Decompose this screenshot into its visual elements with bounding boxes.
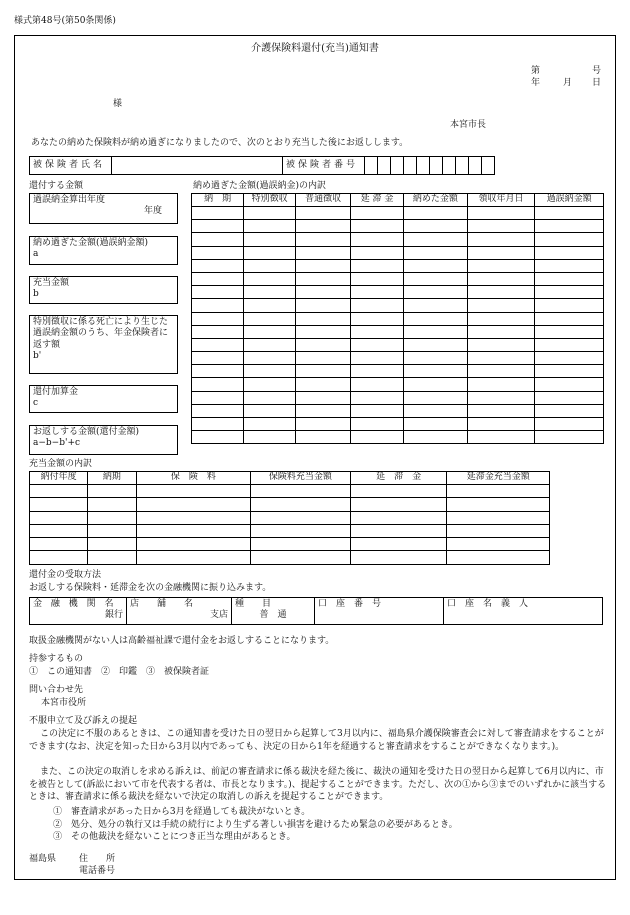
- breakdown-cell[interactable]: [351, 299, 404, 312]
- breakdown-cell[interactable]: [296, 259, 351, 272]
- applied-cell[interactable]: [447, 551, 550, 564]
- applied-cell[interactable]: [88, 485, 136, 498]
- breakdown-cell[interactable]: [404, 325, 468, 338]
- breakdown-cell[interactable]: [535, 404, 604, 417]
- breakdown-cell[interactable]: [467, 431, 535, 444]
- insured-number-digit[interactable]: [365, 157, 378, 175]
- breakdown-cell[interactable]: [467, 378, 535, 391]
- breakdown-row: [192, 233, 604, 246]
- objection-item: ③ その他裁決を経ないことにつき正当な理由があるとき。: [53, 832, 296, 842]
- breakdown-table: [191, 193, 604, 444]
- breakdown-cell[interactable]: [351, 220, 404, 233]
- breakdown-cell[interactable]: [404, 246, 468, 259]
- applied-col-header: 保 険 料: [136, 472, 250, 485]
- breakdown-cell[interactable]: [467, 286, 535, 299]
- breakdown-cell[interactable]: [535, 391, 604, 404]
- return-formula: a−b−b'+c: [33, 438, 81, 449]
- breakdown-cell[interactable]: [296, 233, 351, 246]
- breakdown-cell[interactable]: [404, 352, 468, 365]
- applied-cell[interactable]: [88, 538, 136, 551]
- breakdown-cell[interactable]: [467, 365, 535, 378]
- breakdown-cell[interactable]: [535, 431, 604, 444]
- breakdown-row: [192, 404, 604, 417]
- applied-row: [30, 485, 550, 498]
- breakdown-cell[interactable]: [296, 272, 351, 285]
- number-go: 号: [592, 66, 602, 76]
- breakdown-cell[interactable]: [467, 391, 535, 404]
- no-bank-note: 取扱金融機関がない人は高齢福祉課で還付金をお返しすることになります。: [29, 636, 335, 646]
- breakdown-cell[interactable]: [244, 338, 296, 351]
- breakdown-cell[interactable]: [535, 352, 604, 365]
- issuer: 本宮市長: [450, 120, 487, 130]
- breakdown-row: [192, 286, 604, 299]
- applied-col-header: 納付年度: [30, 472, 88, 485]
- breakdown-cell[interactable]: [351, 431, 404, 444]
- breakdown-cell[interactable]: [296, 404, 351, 417]
- breakdown-col-header: 延 滞 金: [351, 194, 404, 207]
- applied-cell[interactable]: [447, 524, 550, 537]
- breakdown-cell[interactable]: [351, 246, 404, 259]
- applied-row: [30, 498, 550, 511]
- breakdown-cell[interactable]: [351, 233, 404, 246]
- applied-cell[interactable]: [251, 485, 351, 498]
- breakdown-cell[interactable]: [404, 233, 468, 246]
- bank-cell[interactable]: [30, 598, 127, 625]
- breakdown-cell[interactable]: [192, 272, 244, 285]
- breakdown-row: [192, 246, 604, 259]
- type-sub: 普 通: [259, 610, 287, 621]
- breakdown-cell[interactable]: [467, 272, 535, 285]
- breakdown-cell[interactable]: [535, 378, 604, 391]
- breakdown-cell[interactable]: [296, 286, 351, 299]
- bring-items: ① この通知書 ② 印鑑 ③ 被保険者証: [29, 667, 210, 677]
- breakdown-cell[interactable]: [244, 286, 296, 299]
- applied-cell[interactable]: [88, 524, 136, 537]
- breakdown-cell[interactable]: [351, 418, 404, 431]
- return-box: [29, 425, 178, 455]
- breakdown-cell[interactable]: [244, 352, 296, 365]
- breakdown-cell[interactable]: [351, 286, 404, 299]
- applied-cell[interactable]: [251, 524, 351, 537]
- applied-cell[interactable]: [350, 498, 447, 511]
- applied-cell[interactable]: [447, 485, 550, 498]
- breakdown-cell[interactable]: [467, 259, 535, 272]
- applied-label: 充当金額: [33, 278, 70, 288]
- breakdown-cell[interactable]: [296, 207, 351, 220]
- breakdown-cell[interactable]: [351, 365, 404, 378]
- breakdown-cell[interactable]: [244, 404, 296, 417]
- applied-col-header: 保険料充当金額: [251, 472, 351, 485]
- breakdown-cell[interactable]: [467, 404, 535, 417]
- insured-number-digit[interactable]: [378, 157, 391, 175]
- breakdown-cell[interactable]: [244, 233, 296, 246]
- special-label: 特別徴収に係る死亡により生じた過誤納金額のうち、年金保険者に返す額: [33, 317, 169, 350]
- contact-value: 本宮市役所: [41, 698, 87, 708]
- addition-label: 還付加算金: [33, 387, 79, 397]
- applied-cell[interactable]: [447, 538, 550, 551]
- bank-label: 金 融 機 関 名: [33, 599, 117, 609]
- breakdown-cell[interactable]: [404, 418, 468, 431]
- breakdown-cell[interactable]: [244, 272, 296, 285]
- applied-cell[interactable]: [30, 511, 88, 524]
- breakdown-row: [192, 259, 604, 272]
- applied-breakdown-table: [29, 471, 550, 565]
- breakdown-cell[interactable]: [535, 259, 604, 272]
- breakdown-cell[interactable]: [192, 418, 244, 431]
- breakdown-cell[interactable]: [192, 404, 244, 417]
- applied-cell[interactable]: [88, 511, 136, 524]
- page-title: 介護保険料還付(充当)通知書: [251, 43, 379, 54]
- breakdown-cell[interactable]: [192, 299, 244, 312]
- origin-year-box: [29, 193, 178, 224]
- breakdown-cell[interactable]: [535, 233, 604, 246]
- breakdown-row: [192, 312, 604, 325]
- breakdown-cell[interactable]: [404, 378, 468, 391]
- breakdown-row: [192, 418, 604, 431]
- refund-amount-heading: 還付する金額: [29, 181, 84, 191]
- applied-cell[interactable]: [136, 485, 250, 498]
- breakdown-row: [192, 207, 604, 220]
- breakdown-row: [192, 220, 604, 233]
- applied-cell[interactable]: [136, 511, 250, 524]
- contact-heading: 問い合わせ先: [29, 685, 84, 695]
- breakdown-cell[interactable]: [296, 391, 351, 404]
- origin-year-label: 過誤納金算出年度: [33, 195, 106, 205]
- breakdown-cell[interactable]: [244, 220, 296, 233]
- breakdown-cell[interactable]: [404, 312, 468, 325]
- breakdown-cell[interactable]: [404, 220, 468, 233]
- breakdown-cell[interactable]: [467, 220, 535, 233]
- breakdown-cell[interactable]: [192, 286, 244, 299]
- applied-cell[interactable]: [30, 551, 88, 564]
- insured-number-label: 被保険者番号: [283, 157, 365, 175]
- applied-cell[interactable]: [30, 498, 88, 511]
- insured-number-digit[interactable]: [417, 157, 430, 175]
- breakdown-cell[interactable]: [467, 352, 535, 365]
- breakdown-cell[interactable]: [192, 233, 244, 246]
- breakdown-cell[interactable]: [192, 220, 244, 233]
- addressee-suffix: 様: [113, 99, 123, 109]
- breakdown-cell[interactable]: [244, 418, 296, 431]
- breakdown-cell[interactable]: [244, 246, 296, 259]
- applied-cell[interactable]: [30, 485, 88, 498]
- holder-label: 口 座 名 義 人: [447, 599, 529, 609]
- breakdown-row: [192, 431, 604, 444]
- applied-row: [30, 524, 550, 537]
- breakdown-cell[interactable]: [535, 418, 604, 431]
- breakdown-cell[interactable]: [351, 391, 404, 404]
- breakdown-cell[interactable]: [192, 378, 244, 391]
- applied-col-header: 納期: [88, 472, 136, 485]
- breakdown-cell[interactable]: [351, 207, 404, 220]
- applied-col-header: 延 滞 金: [350, 472, 447, 485]
- breakdown-cell[interactable]: [404, 272, 468, 285]
- breakdown-cell[interactable]: [296, 220, 351, 233]
- applied-cell[interactable]: [251, 511, 351, 524]
- applied-header-row: [30, 472, 550, 485]
- breakdown-cell[interactable]: [244, 378, 296, 391]
- breakdown-cell[interactable]: [404, 338, 468, 351]
- applied-cell[interactable]: [30, 538, 88, 551]
- breakdown-cell[interactable]: [244, 312, 296, 325]
- insured-number-digit[interactable]: [404, 157, 417, 175]
- breakdown-cell[interactable]: [404, 365, 468, 378]
- account-label: 口 座 番 号: [318, 599, 382, 609]
- breakdown-cell[interactable]: [351, 404, 404, 417]
- breakdown-row: [192, 378, 604, 391]
- breakdown-cell[interactable]: [351, 378, 404, 391]
- branch-label: 店 舗 名: [130, 599, 194, 609]
- breakdown-cell[interactable]: [296, 378, 351, 391]
- return-label: お返しする金額(還付金額): [33, 427, 140, 437]
- breakdown-header-row: [192, 194, 604, 207]
- breakdown-cell[interactable]: [351, 352, 404, 365]
- objection-heading: 不服申立て及び訴えの提起: [29, 716, 138, 726]
- applied-cell[interactable]: [136, 551, 250, 564]
- special-sym: b': [33, 350, 42, 361]
- applied-cell[interactable]: [88, 551, 136, 564]
- breakdown-cell[interactable]: [244, 365, 296, 378]
- receipt-heading: 還付金の受取方法: [29, 570, 102, 580]
- insured-number-digit[interactable]: [482, 157, 495, 175]
- breakdown-cell[interactable]: [467, 325, 535, 338]
- breakdown-heading: 納め過ぎた金額(過誤納金)の内訳: [193, 181, 327, 191]
- breakdown-cell[interactable]: [404, 299, 468, 312]
- breakdown-cell[interactable]: [535, 325, 604, 338]
- breakdown-cell[interactable]: [192, 365, 244, 378]
- breakdown-cell[interactable]: [296, 299, 351, 312]
- applied-row: [30, 511, 550, 524]
- applied-cell[interactable]: [251, 498, 351, 511]
- special-box: [29, 315, 178, 374]
- branch-cell[interactable]: [127, 598, 232, 625]
- breakdown-row: [192, 352, 604, 365]
- breakdown-col-header: 領収年月日: [467, 194, 535, 207]
- intro-text: あなたの納めた保険料が納め過ぎになりましたので、次のとおり充当した後にお返しします。: [31, 138, 409, 148]
- breakdown-cell[interactable]: [192, 391, 244, 404]
- breakdown-row: [192, 299, 604, 312]
- insured-number-digit[interactable]: [443, 157, 456, 175]
- breakdown-cell[interactable]: [244, 325, 296, 338]
- branch-sub: 支店: [209, 610, 228, 621]
- breakdown-cell[interactable]: [296, 352, 351, 365]
- breakdown-cell[interactable]: [296, 431, 351, 444]
- overpaid-sym: a: [33, 249, 39, 260]
- breakdown-cell[interactable]: [535, 207, 604, 220]
- breakdown-row: [192, 391, 604, 404]
- footer-pref: 福島県: [29, 854, 57, 864]
- breakdown-cell[interactable]: [296, 418, 351, 431]
- applied-cell[interactable]: [251, 551, 351, 564]
- applied-cell[interactable]: [136, 538, 250, 551]
- overpaid-box: [29, 236, 178, 265]
- breakdown-cell[interactable]: [192, 259, 244, 272]
- breakdown-cell[interactable]: [244, 207, 296, 220]
- applied-cell[interactable]: [447, 511, 550, 524]
- applied-cell[interactable]: [350, 538, 447, 551]
- breakdown-cell[interactable]: [351, 259, 404, 272]
- applied-cell[interactable]: [350, 524, 447, 537]
- breakdown-cell[interactable]: [244, 431, 296, 444]
- breakdown-cell[interactable]: [535, 299, 604, 312]
- overpaid-label: 納め過ぎた金額(過誤納金額): [33, 238, 149, 248]
- applied-cell[interactable]: [350, 511, 447, 524]
- account-cell[interactable]: [315, 598, 444, 625]
- type-label: 種 目: [235, 599, 272, 609]
- bank-table: [29, 597, 603, 625]
- receipt-text: お返しする保険料・延滞金を次の金融機関に振り込みます。: [29, 583, 272, 593]
- breakdown-cell[interactable]: [535, 286, 604, 299]
- breakdown-cell[interactable]: [467, 246, 535, 259]
- breakdown-cell[interactable]: [467, 312, 535, 325]
- breakdown-cell[interactable]: [192, 338, 244, 351]
- applied-box: [29, 276, 178, 304]
- breakdown-cell[interactable]: [351, 272, 404, 285]
- applied-cell[interactable]: [251, 538, 351, 551]
- breakdown-cell[interactable]: [404, 259, 468, 272]
- applied-breakdown-heading: 充当金額の内訳: [29, 459, 93, 469]
- breakdown-cell[interactable]: [192, 246, 244, 259]
- breakdown-row: [192, 338, 604, 351]
- insured-name-value[interactable]: [112, 157, 283, 175]
- breakdown-cell[interactable]: [535, 338, 604, 351]
- breakdown-cell[interactable]: [535, 272, 604, 285]
- breakdown-cell[interactable]: [404, 207, 468, 220]
- number-dai: 第: [531, 66, 541, 76]
- breakdown-cell[interactable]: [535, 220, 604, 233]
- breakdown-cell[interactable]: [404, 391, 468, 404]
- footer-address-label: 住 所: [79, 854, 116, 864]
- date-month: 月: [563, 78, 573, 88]
- addition-box: [29, 385, 178, 413]
- breakdown-cell[interactable]: [351, 338, 404, 351]
- addition-sym: c: [33, 398, 39, 409]
- applied-cell[interactable]: [136, 524, 250, 537]
- holder-cell[interactable]: [444, 598, 603, 625]
- applied-cell[interactable]: [350, 485, 447, 498]
- breakdown-cell[interactable]: [192, 207, 244, 220]
- applied-sym: b: [33, 289, 39, 300]
- breakdown-cell[interactable]: [296, 365, 351, 378]
- objection-para2: また、この決定の取消しを求める訴えは、前記の審査請求に係る裁決を経た後に、裁決の通知を受けた日の翌日から起算して6月以内に、市を被告として(訴訟において市を代表する者は、市長となります。)、提起することができます。ただし、次の①から③までのいずれかに該当するときは、審査請求に係る裁決を経ないで決定の取消しの訴えを提起することができます。: [29, 767, 607, 802]
- objection-item: ② 処分、処分の執行又は手続の続行により生ずる著しい損害を避けるため緊急の必要があるとき。: [53, 819, 458, 830]
- breakdown-cell[interactable]: [467, 338, 535, 351]
- applied-row: [30, 538, 550, 551]
- breakdown-cell[interactable]: [404, 404, 468, 417]
- breakdown-cell[interactable]: [296, 338, 351, 351]
- breakdown-cell[interactable]: [296, 325, 351, 338]
- objection-para1: この決定に不服のあるときは、この通知書を受けた日の翌日から起算して3月以内に、福島県介護保険審査会に対して審査請求をすることができます(なお、決定を知った日から3月以内であっても、決定の日から1年を経過すると審査請求をすることができなくなります。)。: [29, 729, 604, 752]
- type-cell[interactable]: [232, 598, 315, 625]
- breakdown-row: [192, 325, 604, 338]
- breakdown-cell[interactable]: [244, 299, 296, 312]
- insured-number-digit[interactable]: [391, 157, 404, 175]
- breakdown-cell[interactable]: [296, 246, 351, 259]
- applied-col-header: 延滞金充当金額: [447, 472, 550, 485]
- breakdown-col-header: 納 期: [192, 194, 244, 207]
- breakdown-col-header: 過誤納金額: [535, 194, 604, 207]
- breakdown-cell[interactable]: [192, 431, 244, 444]
- breakdown-cell[interactable]: [467, 207, 535, 220]
- insured-number-digit[interactable]: [469, 157, 482, 175]
- breakdown-col-header: 納めた金額: [404, 194, 468, 207]
- breakdown-cell[interactable]: [535, 365, 604, 378]
- origin-year-unit: 年度: [143, 206, 162, 217]
- applied-cell[interactable]: [447, 498, 550, 511]
- insured-name-label: 被保険者氏名: [30, 157, 112, 175]
- objection-items: [53, 806, 458, 844]
- breakdown-cell[interactable]: [192, 352, 244, 365]
- breakdown-cell[interactable]: [404, 431, 468, 444]
- breakdown-cell[interactable]: [192, 325, 244, 338]
- insured-number-digit[interactable]: [430, 157, 443, 175]
- date-day: 日: [592, 78, 602, 88]
- breakdown-cell[interactable]: [535, 312, 604, 325]
- insured-row: [29, 156, 495, 175]
- applied-cell[interactable]: [88, 498, 136, 511]
- date-year: 年: [531, 78, 541, 88]
- objection-item: ① 審査請求があった日から3月を経過しても裁決がないとき。: [53, 807, 311, 817]
- breakdown-row: [192, 365, 604, 378]
- breakdown-cell[interactable]: [351, 312, 404, 325]
- breakdown-col-header: 普通徴収: [296, 194, 351, 207]
- applied-cell[interactable]: [350, 551, 447, 564]
- footer-phone-label: 電話番号: [79, 866, 116, 876]
- breakdown-cell[interactable]: [535, 246, 604, 259]
- breakdown-cell[interactable]: [467, 418, 535, 431]
- breakdown-cell[interactable]: [192, 312, 244, 325]
- breakdown-cell[interactable]: [244, 259, 296, 272]
- breakdown-cell[interactable]: [296, 312, 351, 325]
- breakdown-cell[interactable]: [404, 286, 468, 299]
- bring-heading: 持参するもの: [29, 654, 84, 664]
- applied-cell[interactable]: [30, 524, 88, 537]
- breakdown-cell[interactable]: [467, 233, 535, 246]
- breakdown-row: [192, 272, 604, 285]
- breakdown-cell[interactable]: [351, 325, 404, 338]
- bank-sub: 銀行: [104, 610, 123, 621]
- applied-row: [30, 551, 550, 564]
- breakdown-cell[interactable]: [467, 299, 535, 312]
- breakdown-cell[interactable]: [244, 391, 296, 404]
- breakdown-col-header: 特別徴収: [244, 194, 296, 207]
- insured-number-digit[interactable]: [456, 157, 469, 175]
- form-number: 様式第48号(第50条関係): [14, 16, 116, 26]
- applied-cell[interactable]: [136, 498, 250, 511]
